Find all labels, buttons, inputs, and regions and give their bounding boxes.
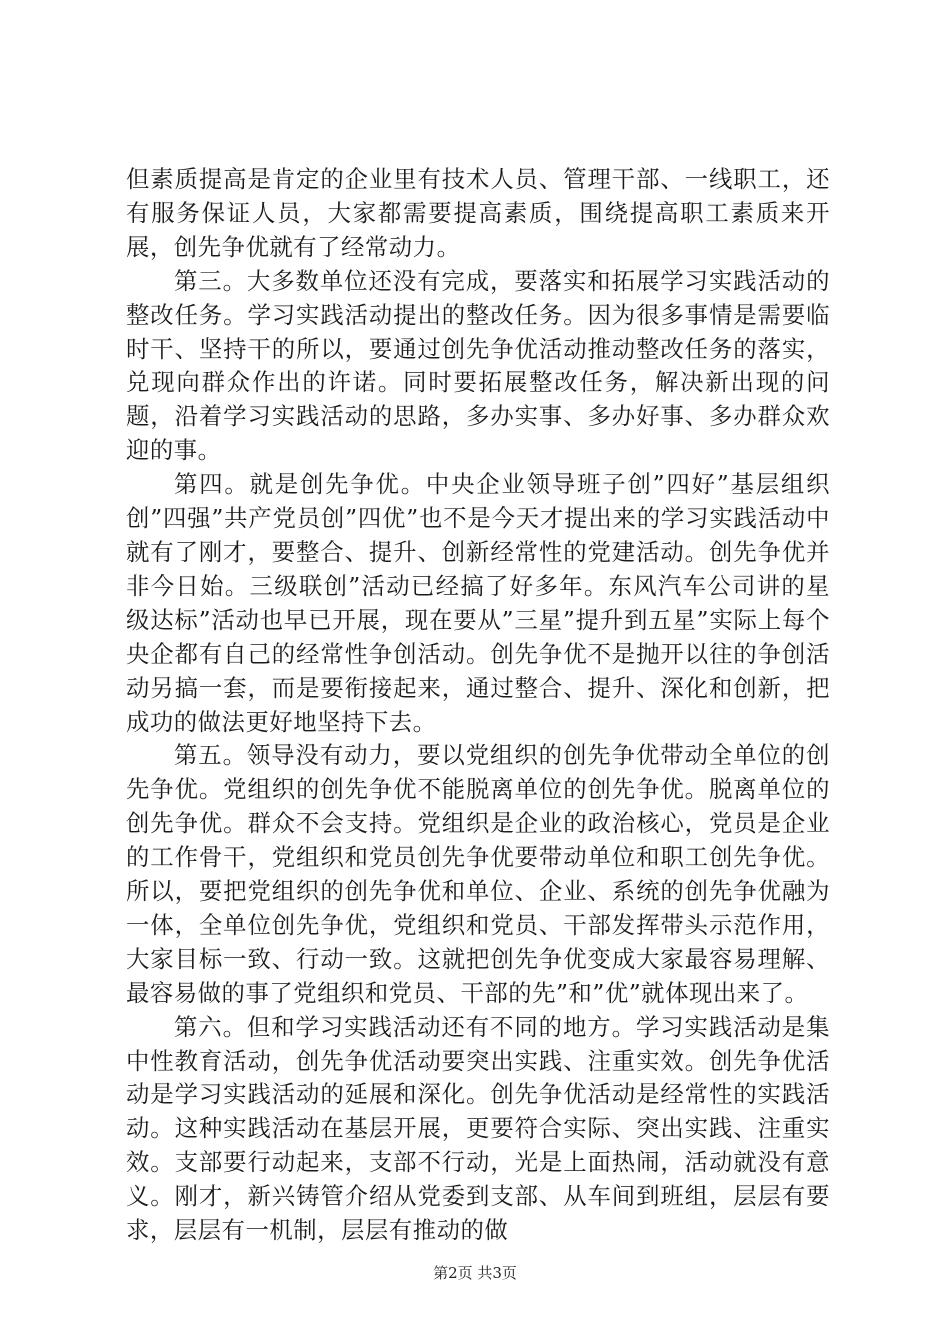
paragraph-sixth-point: 第六。但和学习实践活动还有不同的地方。学习实践活动是集中性教育活动，创先争优活动要突出实践、注重实效。创先争优活动是学习实践活动的延展和深化。创先争优活动是经常性的实践活动。这种实践活动在基层开展，更要符合实际、突出实践、注重实效。支部要行动起来，支部不行动，光是上面热闹，活动就没有意义。刚才，新兴铸管介绍从党委到支部、从车间到班组，层层有要求，层层有一机制，层层有推动的做	[126, 1012, 830, 1245]
paragraph-continuation: 但素质提高是肯定的企业里有技术人员、管理干部、一线职工，还有服务保证人员，大家都需要提高素质，围绕提高职工素质来开展，创先争优就有了经常动力。	[126, 165, 830, 261]
paragraph-fifth-point: 第五。领导没有动力，要以党组织的创先争优带动全单位的创先争优。党组织的创先争优不能脱离单位的创先争优。脱离单位的创先争优。群众不会支持。党组织是企业的政治核心，党员是企业的工作骨干，党组织和党员创先争优要带动单位和职工创先争优。所以，要把党组织的创先争优和单位、企业、系统的创先争优融为一体，全单位创先争优，党组织和党员、干部发挥带头示范作用，大家目标一致、行动一致。这就把创先争优变成大家最容易理解、最容易做的事了党组织和党员、干部的先”和”优”就体现出来了。	[126, 741, 830, 1007]
page-number: 第2页 共3页	[433, 1264, 517, 1282]
page-footer	[0, 1262, 950, 1283]
paragraph-fourth-point: 第四。就是创先争优。中央企业领导班子创”四好”基层组织创”四强”共产党员创”四优”也不是今天才提出来的学习实践活动中就有了刚才，要整合、提升、创新经常性的党建活动。创先争优并非今日始。三级联创”活动已经搞了好多年。东风汽车公司讲的星级达标”活动也早已开展，现在要从”三星”提升到五星”实际上每个央企都有自己的经常性争创活动。创先争优不是抛开以往的争创活动另搞一套，而是要衔接起来，通过整合、提升、深化和创新，把成功的做法更好地坚持下去。	[126, 470, 830, 736]
paragraph-third-point: 第三。大多数单位还没有完成，要落实和拓展学习实践活动的整改任务。学习实践活动提出的整改任务。因为很多事情是需要临时干、坚持干的所以，要通过创先争优活动推动整改任务的落实，兑现向群众作出的许诺。同时要拓展整改任务，解决新出现的问题，沿着学习实践活动的思路，多办实事、多办好事、多办群众欢迎的事。	[126, 266, 830, 465]
document-body	[126, 163, 830, 1248]
